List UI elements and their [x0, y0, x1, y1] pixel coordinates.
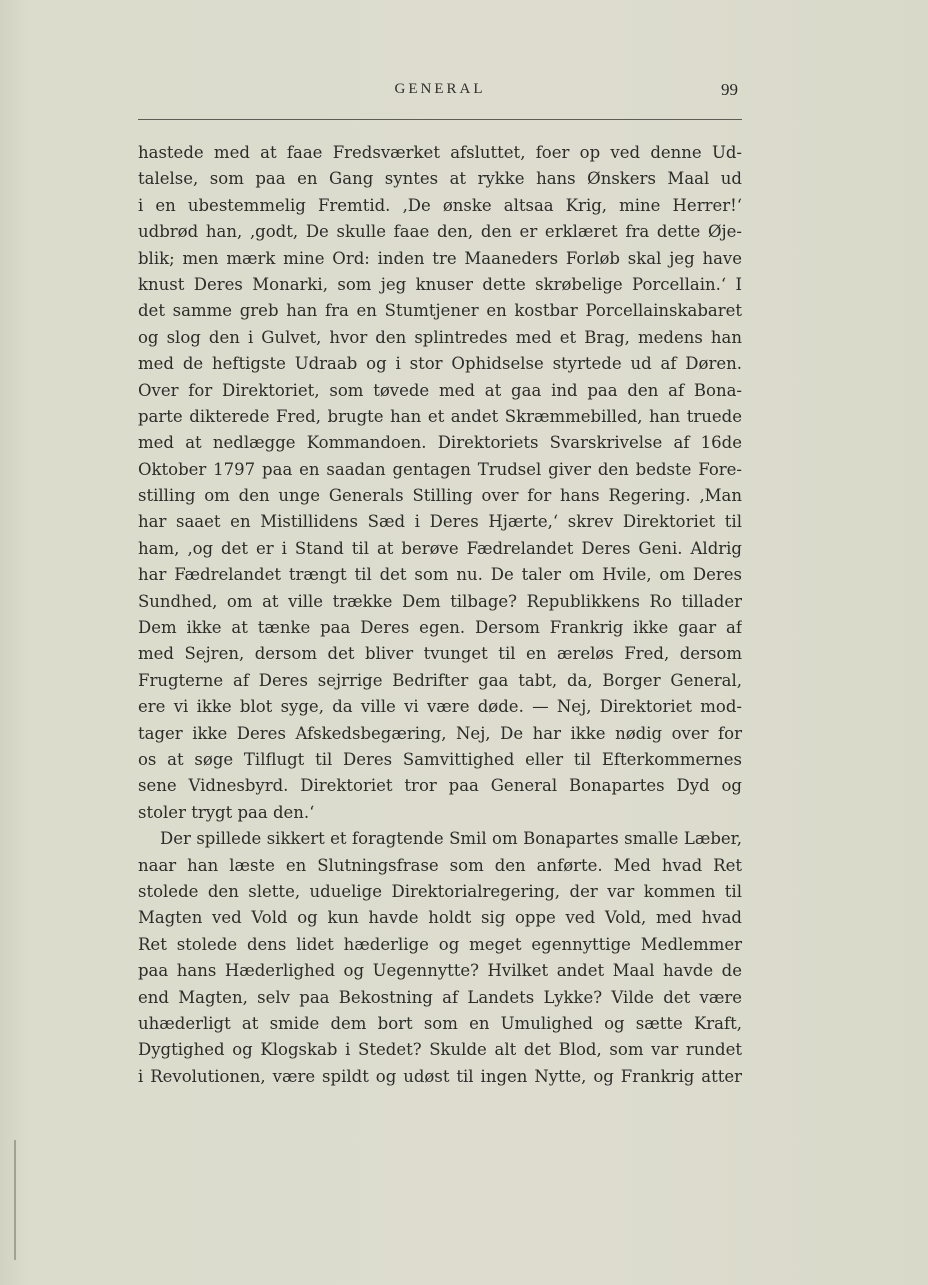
text-line: i en ubestemmelig Fremtid. ‚De ønske altsaa Krig, mine Herrer!‘ [138, 195, 742, 215]
text-line: stoler trygt paa den.‘ [138, 802, 315, 822]
text-line: Over for Direktoriet, som tøvede med at gaa ind paa den af Bona- [138, 380, 742, 400]
text-line: Oktober 1797 paa en saadan gentagen Trudsel giver den bedste Fore- [138, 459, 742, 479]
text-line: Ret stolede dens lidet hæderlige og meget egennyttige Medlemmer [138, 934, 742, 954]
text-line: Sundhed, om at ville trække Dem tilbage? Republikkens Ro tillader [138, 591, 742, 611]
header-rule [138, 119, 742, 120]
text-line: knust Deres Monarki, som jeg knuser dette skrøbelige Porcellain.‘ I [138, 274, 742, 294]
text-line: i Revolutionen, være spildt og udøst til ingen Nytte, og Frankrig atter [138, 1066, 742, 1086]
text-line: og slog den i Gulvet, hvor den splintredes med et Brag, medens han [138, 327, 742, 347]
running-title: GENERAL [394, 81, 486, 97]
text-line: Magten ved Vold og kun havde holdt sig oppe ved Vold, med hvad [138, 908, 742, 928]
text-line: har Fædrelandet trængt til det som nu. De taler om Hvile, om Deres [138, 565, 742, 585]
page-edge-shadow [14, 1140, 16, 1260]
text-line: tager ikke Deres Afskedsbegæring, Nej, De har ikke nødig over for [138, 723, 742, 743]
text-line: stolede den slette, uduelige Direktorialregering, der var kommen til [138, 881, 742, 901]
text-line: med Sejren, dersom det bliver tvunget til en æreløs Fred, dersom [138, 644, 742, 664]
text-line: blik; men mærk mine Ord: inden tre Maaneders Forløb skal jeg have [138, 248, 742, 268]
text-line: end Magten, selv paa Bekostning af Landets Lykke? Vilde det være [138, 987, 742, 1007]
text-line: sene Vidnesbyrd. Direktoriet tror paa General Bonapartes Dyd og [138, 776, 742, 796]
text-line: hastede med at faae Fredsværket afsluttet, foer op ved denne Ud- [138, 143, 742, 162]
text-line: det samme greb han fra en Stumtjener en kostbar Porcellainskabaret [138, 301, 742, 321]
text-line: stilling om den unge Generals Stilling over for hans Regering. ‚Man [138, 486, 742, 506]
text-line: med at nedlægge Kommandoen. Direktoriets Svarskrivelse af 16de [138, 433, 742, 453]
text-line: os at søge Tilflugt til Deres Samvittighed eller til Efterkommernes [138, 749, 742, 769]
text-line: Dygtighed og Klogskab i Stedet? Skulde alt det Blod, som var rundet [138, 1040, 742, 1060]
page-number: 99 [721, 80, 738, 99]
text-line: talelse, som paa en Gang syntes at rykke hans Ønskers Maal ud [138, 169, 742, 189]
paragraph [138, 140, 742, 826]
body-text [138, 140, 742, 1090]
text-line: udbrød han, ‚godt, De skulle faae den, den er erklæret fra dette Øje- [138, 222, 742, 242]
text-line: Der spillede sikkert et foragtende Smil om Bonapartes smalle Læber, [160, 829, 742, 849]
text-line: Dem ikke at tænke paa Deres egen. Dersom Frankrig ikke gaar af [138, 618, 742, 638]
text-line: Frugterne af Deres sejrrige Bedrifter gaa tabt, da, Borger General, [138, 670, 742, 690]
page-header [138, 78, 742, 102]
paragraph [138, 826, 742, 1090]
text-line: ere vi ikke blot syge, da ville vi være døde. — Nej, Direktoriet mod- [138, 697, 742, 717]
text-line: parte dikterede Fred, brugte han et andet Skræmmebilled, han truede [138, 406, 742, 426]
text-line: med de heftigste Udraab og i stor Ophidselse styrtede ud af Døren. [138, 354, 742, 374]
text-line: ham, ‚og det er i Stand til at berøve Fædrelandet Deres Geni. Aldrig [138, 538, 742, 558]
text-line: har saaet en Mistillidens Sæd i Deres Hjærte,‘ skrev Direktoriet til [138, 512, 742, 532]
text-line: uhæderligt at smide dem bort som en Umulighed og sætte Kraft, [138, 1013, 742, 1033]
text-line: naar han læste en Slutningsfrase som den anførte. Med hvad Ret [138, 855, 742, 875]
text-line: paa hans Hæderlighed og Uegennytte? Hvilket andet Maal havde de [138, 961, 742, 981]
